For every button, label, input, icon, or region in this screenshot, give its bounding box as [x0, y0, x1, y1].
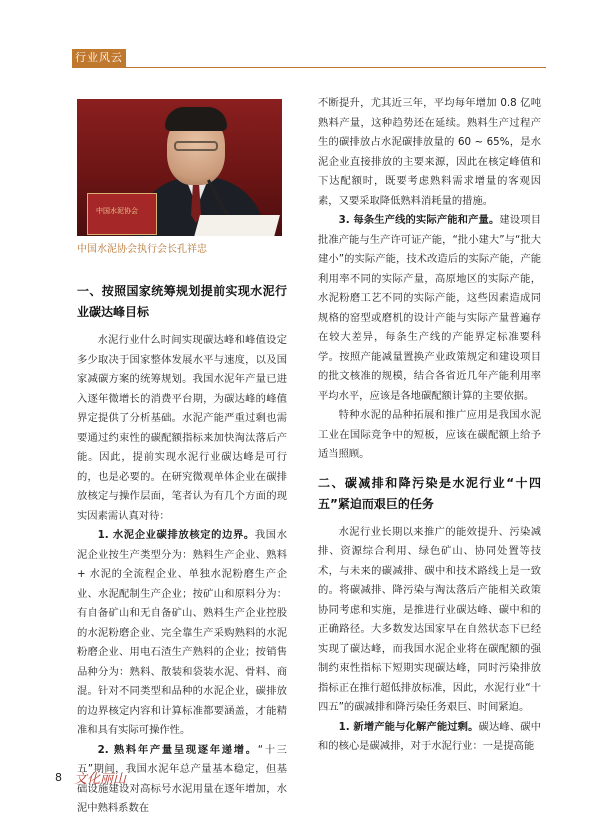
paragraph-lead: 1. 新增产能与化解产能过剩。 — [338, 720, 479, 733]
paragraph — [318, 211, 541, 406]
brand-logo: 文化丽山 — [74, 772, 127, 787]
paragraph: 特种水泥的品种拓展和推广应用是我国水泥工业在国际竞争中的短板，应该在碳配额上给予适当照顾。 — [318, 409, 541, 460]
photo-hair — [165, 107, 227, 131]
paragraph-lead: 2. 熟料年产量呈现逐年递增。 — [97, 743, 258, 756]
photo-caption: 中国水泥协会执行会长孔祥忠 — [77, 244, 207, 255]
paragraph-body: “十三五”期间，我国水泥年总产量基本稳定，但基础设施建设对高标号水泥用量在逐年增加，水泥中熟料系数在 — [77, 743, 287, 814]
paragraph-lead: 3. 每条生产线的实际产能和产量。 — [338, 214, 500, 226]
section-tag: 行业风云 — [72, 49, 126, 67]
photo-sign-text: 中国水泥协会 — [96, 207, 138, 215]
paragraph: 不断提升，尤其近三年，平均每年增加 0.8 亿吨熟料产量，这种趋势还在延续。熟料生产过程产生的碳排放占水泥碳排放量的 60 ~ 65%，是水泥企业直接排放的主要来源，因此在核定峰值和下达配额时，既要考虑熟料需求增量的客观因素，又要采取降低熟料消耗量的措施。 — [318, 97, 541, 207]
paragraph-lead: 1. 水泥企业碳排放核定的边界。 — [97, 529, 255, 541]
paragraph-body: 碳达峰、碳中和的核心是碳减排，对于水泥行业：一是提高能 — [318, 720, 541, 752]
photo-sign — [87, 193, 157, 235]
heading-1: 一、按照国家统筹规划提前实现水泥行业碳达峰目标 — [77, 284, 287, 319]
right-column — [318, 94, 541, 757]
speaker-photo — [77, 99, 282, 236]
page-number: 8 — [55, 771, 62, 784]
paragraph-body: 建设项目批准产能与生产许可证产能，“批小建大”与“批大建小”的实际产能，技术改造后的实际产能，产能利用率不同的实际产量，高原地区的实际产能，水泥粉磨工艺不同的实际产能，这些因素造成同规格的窑型或磨机的设计产能与实际产量普遍存在较大差异，每条生产线的产能界定标准要科学。按照产能减量置换产业政策规定和建设项目的批文核准的规模，结合各省近几年产能利用率平均水平，应该是各地碳配额计算的主要依据。 — [318, 214, 541, 402]
heading-2: 二、碳减排和降污染是水泥行业“十四五”紧迫而艰巨的任务 — [318, 475, 541, 511]
photo-paper — [194, 215, 280, 236]
header-rule — [72, 67, 546, 68]
left-column — [77, 281, 287, 819]
paragraph: 水泥行业什么时间实现碳达峰和峰值设定多少取决于国家整体发展水平与速度，以及国家减碳方案的统筹规划。我国水泥年产量已进入逐年微增长的消费平台期，为碳达峰的峰值界定提供了分析基础。水泥产能严重过剩也需要通过约束性的碳配额指标来加快淘汰落后产能。因此，提前实现水泥行业碳达峰是可行的，也是必要的。在研究微观单体企业在碳排放核定与操作层面，笔者认为有几个方面的现实因素需认真对待： — [77, 334, 287, 522]
paragraph — [77, 526, 287, 741]
paragraph — [318, 718, 541, 757]
photo-glasses — [174, 141, 218, 151]
paragraph-body: 我国水泥企业按生产类型分为：熟料生产企业、熟料 + 水泥的全流程企业、单独水泥粉磨生产企业、水泥配制生产企业；按矿山和原料分为：有自备矿山和无自备矿山、熟料生产企业控股的水泥粉磨企业、完全靠生产采购熟料的水泥粉磨企业、用电石渣生产熟料的企业；按销售品种分为：熟料、散装和袋装水泥、骨料、商混。针对不同类型和品种的水泥企业，碳排放的边界核定内容和计算标准都要涵盖，才能精准和具有实际可操作性。 — [77, 529, 287, 736]
paragraph: 水泥行业长期以来推广的能效提升、污染减排、资源综合利用、绿色矿山、协同处置等技术，与未来的碳减排、碳中和技术路线上是一致的。将碳减排、降污染与淘汰落后产能相关政策协同考虑和实施，是推进行业碳达峰、碳中和的正确路径。大多数发达国家早在自然状态下已经实现了碳达峰，而我国水泥企业将在碳配额的强制约束性指标下短期实现碳达峰，同时污染排放指标正在推行超低排放标准，因此，水泥行业“十四五”的碳减排和降污染任务艰巨、时间紧迫。 — [318, 525, 541, 713]
